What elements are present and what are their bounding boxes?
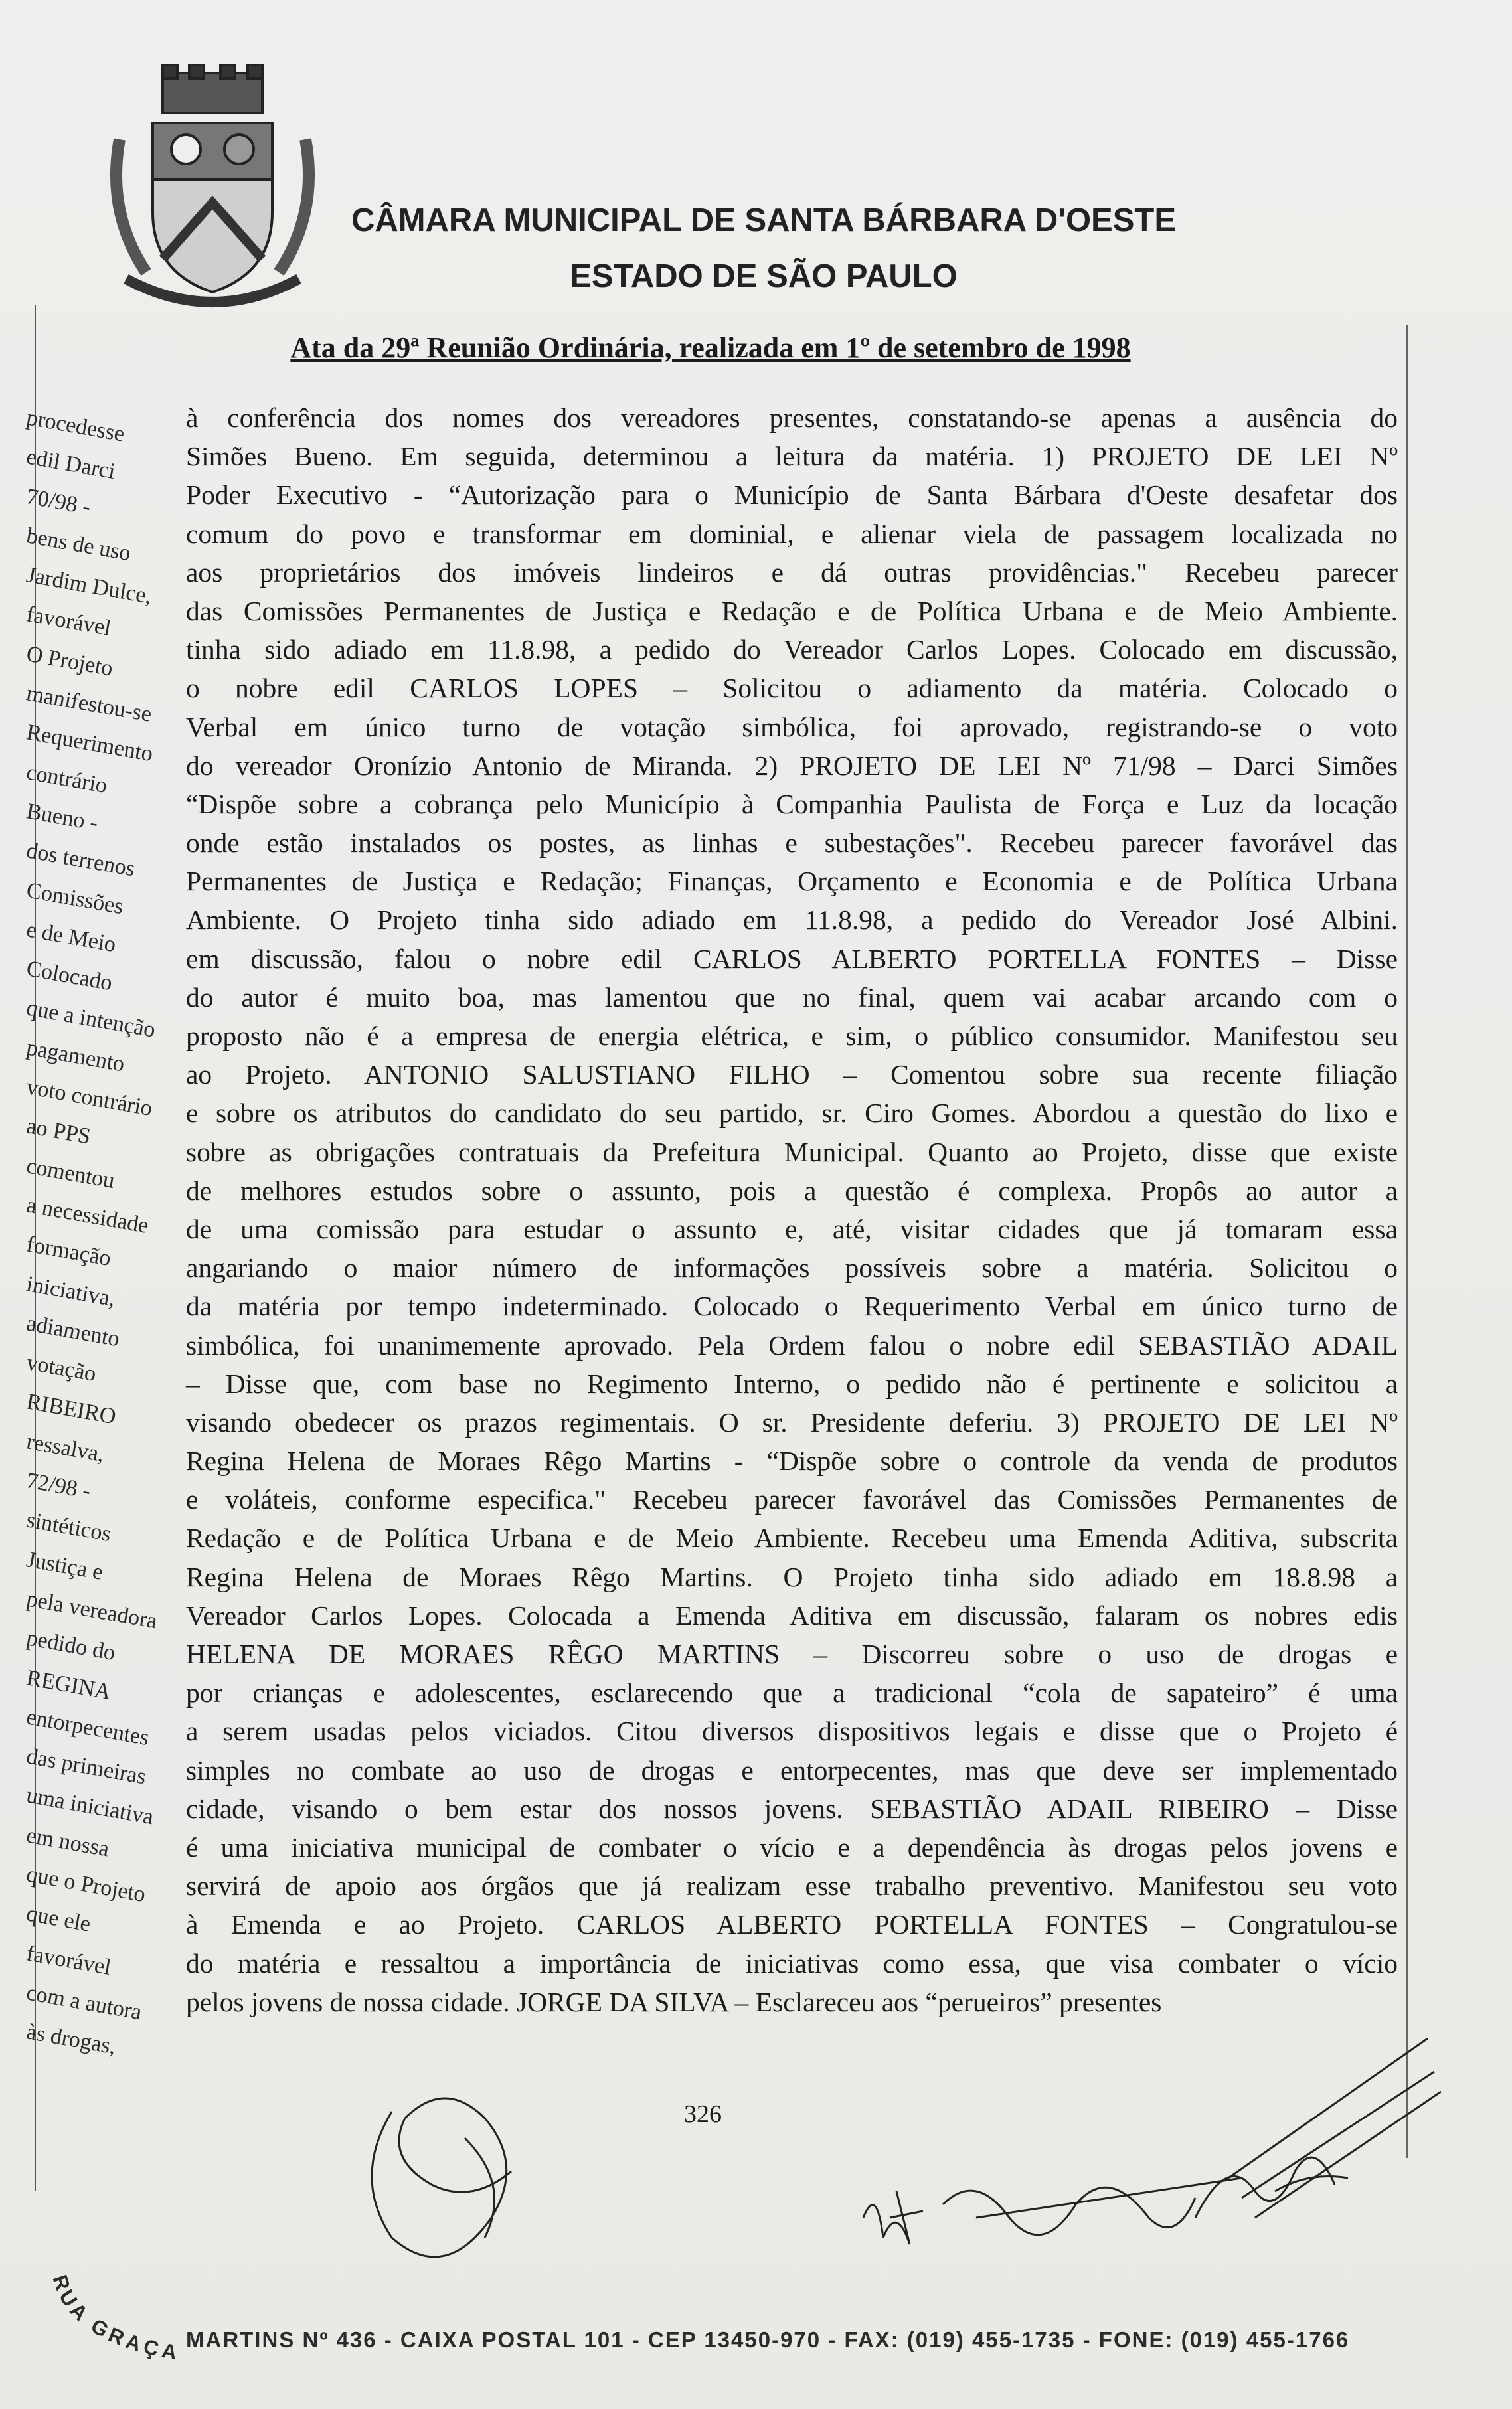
margin-word: favorável: [24, 602, 113, 641]
body-line: de uma comissão para estudar o assunto e, até, visitar cidades que já tomaram essa: [186, 1213, 1398, 1244]
margin-word: que o Projeto: [24, 1862, 147, 1908]
minutes-body: [86, 398, 1398, 2021]
body-line: em discussão, falou o nobre edil CARLOS ALBERTO PORTELLA FONTES – Disse: [186, 943, 1398, 974]
margin-word: O Projeto: [24, 641, 115, 681]
margin-word: uma iniciativa: [24, 1783, 156, 1830]
body-line: Poder Executivo - “Autorização para o Município de Santa Bárbara d'Oeste desafetar dos: [186, 479, 1398, 511]
body-line: sobre as obrigações contratuais da Prefeitura Municipal. Quanto ao Projeto, disse que existe: [186, 1136, 1398, 1167]
minutes-title: Ata da 29ª Reunião Ordinária, realizada em 1º de setembro de 1998: [290, 331, 1131, 364]
municipal-coat-of-arms-icon: [100, 60, 325, 319]
body-line: Permanentes de Justiça e Redação; Finanças, Orçamento e Economia e de Política Urbana: [186, 866, 1398, 897]
body-line: a serem usadas pelos viciados. Citou diversos dispositivos legais e disse que o Projeto é: [186, 1716, 1398, 1747]
svg-text:RUA GRAÇA: RUA GRAÇA: [48, 2272, 183, 2365]
body-line: Simões Bueno. Em seguida, determinou a leitura da matéria. 1) PROJETO DE LEI Nº: [186, 441, 1398, 472]
margin-word: Colocado: [24, 956, 114, 996]
margin-word: das primeiras: [24, 1744, 148, 1789]
body-line: onde estão instalados os postes, as linhas e subestações". Recebeu parecer favorável das: [186, 827, 1398, 859]
body-line: simbólica, foi unanimemente aprovado. Pela Ordem falou o nobre edil SEBASTIÃO ADAIL: [186, 1329, 1398, 1361]
state-name: ESTADO DE SÃO PAULO: [570, 258, 958, 294]
margin-word: Requerimento: [24, 720, 155, 767]
body-line: e voláteis, conforme especifica." Recebeu parecer favorável das Comissões Permanentes de: [186, 1484, 1398, 1515]
margin-word: e de Meio: [24, 917, 118, 957]
margin-word: manifestou-se: [24, 681, 154, 727]
body-line: pelos jovens de nossa cidade. JORGE DA SILVA – Esclareceu aos “perueiros” presentes: [186, 1986, 1162, 2017]
body-line: HELENA DE MORAES RÊGO MARTINS – Discorreu sobre o uso de drogas e: [186, 1639, 1398, 1669]
body-line: por crianças e adolescentes, esclarecendo que a tradicional “cola de sapateiro” é uma: [186, 1677, 1398, 1708]
margin-word: entorpecentes: [24, 1704, 151, 1750]
body-line: e sobre os atributos do candidato do seu partido, sr. Ciro Gomes. Abordou a questão do lixo e: [186, 1098, 1398, 1129]
margin-word: Bueno -: [24, 799, 100, 836]
margin-word: Justiça e: [24, 1546, 105, 1585]
margin-word: às drogas,: [24, 2019, 118, 2060]
body-line: Verbal em único turno de votação simbólica, foi aprovado, registrando-se o voto: [186, 711, 1398, 742]
body-line: de melhores estudos sobre o assunto, pois a questão é complexa. Propôs ao autor a: [186, 1175, 1398, 1206]
body-line: da matéria por tempo indeterminado. Colocado o Requerimento Verbal em único turno de: [186, 1291, 1398, 1322]
margin-word: voto contrário: [24, 1074, 155, 1121]
margin-word: 70/98 -: [24, 483, 93, 520]
margin-word: iniciativa,: [24, 1271, 118, 1311]
footer-address-text: MARTINS Nº 436 - CAIXA POSTAL 101 - CEP 13450-970 - FAX: (019) 455-1735 - FONE: (019) 455-1766: [186, 2327, 1350, 2352]
margin-word: formação: [24, 1232, 113, 1272]
institution-name: CÂMARA MUNICIPAL DE SANTA BÁRBARA D'OESTE: [351, 203, 1177, 238]
body-line: à Emenda e ao Projeto. CARLOS ALBERTO PORTELLA FONTES – Congratulou-se: [186, 1909, 1398, 1940]
margin-word: que a intenção: [24, 995, 157, 1043]
margin-word: dos terrenos: [24, 838, 137, 882]
margin-word: Comissões: [24, 877, 126, 919]
body-line: angariando o maior número de informações possíveis sobre a matéria. Solicitou o: [186, 1252, 1398, 1284]
margin-word: em nossa: [24, 1822, 112, 1862]
margin-word: pagamento: [24, 1035, 127, 1077]
body-line: Redação e de Política Urbana e de Meio Ambiente. Recebeu uma Emenda Aditiva, subscrita: [186, 1523, 1398, 1554]
margin-word: REGINA: [24, 1665, 113, 1704]
body-line: é uma iniciativa municipal de combater o vício e a dependência às drogas pelos jovens e: [186, 1831, 1398, 1863]
body-line: Ambiente. O Projeto tinha sido adiado em 11.8.98, a pedido do Vereador José Albini.: [186, 904, 1398, 936]
body-line: ao Projeto. ANTONIO SALUSTIANO FILHO – Comentou sobre sua recente filiação: [186, 1059, 1398, 1090]
curved-footer-text: [40, 2271, 186, 2370]
margin-word: Jardim Dulce,: [24, 562, 154, 610]
margin-word: sintéticos: [24, 1507, 113, 1547]
body-line: – Disse que, com base no Regimento Interno, o pedido não é pertinente e solicitou a: [186, 1368, 1398, 1399]
signatures: [312, 2019, 1441, 2284]
margin-word: procedesse: [24, 405, 127, 447]
body-line: Vereador Carlos Lopes. Colocada a Emenda Aditiva em discussão, falaram os nobres edis: [186, 1600, 1398, 1631]
right-border-line: [1406, 325, 1408, 2158]
margin-word: adiamento: [24, 1311, 122, 1352]
margin-word: pela vereadora: [24, 1586, 159, 1634]
body-line: do matéria e ressaltou a importância de iniciativas como essa, que visa combater o vício: [186, 1948, 1398, 1979]
margin-word: contrário: [24, 759, 110, 798]
margin-word: que ele: [24, 1901, 93, 1937]
margin-word: RIBEIRO: [24, 1389, 118, 1430]
margin-word: ressalva,: [24, 1429, 106, 1467]
body-line: “Dispõe sobre a cobrança pelo Município à Companhia Paulista de Força e Luz da locação: [186, 788, 1398, 819]
body-line: tinha sido adiado em 11.8.98, a pedido do Vereador Carlos Lopes. Colocado em discussão,: [186, 634, 1398, 665]
body-line: Regina Helena de Moraes Rêgo Martins. O Projeto tinha sido adiado em 18.8.98 a: [186, 1561, 1398, 1592]
margin-word: favorável: [24, 1940, 113, 1980]
footer-address: [40, 2271, 1501, 2377]
body-line: à conferência dos nomes dos vereadores presentes, constatando-se apenas a ausência do: [186, 402, 1398, 433]
margin-word: 72/98 -: [24, 1468, 93, 1504]
page-number: 326: [684, 2100, 722, 2128]
letterhead: [345, 193, 1182, 304]
margin-word: bens de uso: [24, 523, 133, 566]
body-line: aos proprietários dos imóveis lindeiros e dá outras providências." Recebeu parecer: [186, 556, 1398, 588]
body-line: do vereador Oronízio Antonio de Miranda. 2) PROJETO DE LEI Nº 71/98 – Darci Simões: [186, 750, 1398, 781]
body-line: comum do povo e transformar em dominial, e alienar viela de passagem localizada no: [186, 518, 1398, 549]
body-line: proposto não é a empresa de energia elétrica, e sim, o público consumidor. Manifestou seu: [186, 1021, 1398, 1051]
margin-word: ao PPS: [24, 1114, 93, 1149]
body-line: servirá de apoio aos órgãos que já realizam esse trabalho preventivo. Manifestou seu voto: [186, 1870, 1398, 1902]
margin-word: com a autora: [24, 1980, 144, 2025]
body-line: Regina Helena de Moraes Rêgo Martins - “Dispõe sobre o controle da venda de produtos: [186, 1446, 1398, 1477]
margin-word: edil Darci: [24, 444, 118, 485]
body-line: visando obedecer os prazos regimentais. O sr. Presidente deferiu. 3) PROJETO DE LEI Nº: [186, 1406, 1398, 1438]
margin-word: pedido do: [24, 1625, 118, 1666]
body-line: das Comissões Permanentes de Justiça e Redação e de Política Urbana e de Meio Ambiente.: [186, 595, 1398, 626]
margin-word: votação: [24, 1350, 98, 1387]
body-line: cidade, visando o bem estar dos nossos jovens. SEBASTIÃO ADAIL RIBEIRO – Disse: [186, 1793, 1398, 1824]
margin-word: a necessidade: [24, 1193, 151, 1238]
body-line: do autor é muito boa, mas lamentou que no final, quem vai acabar arcando com o: [186, 981, 1398, 1013]
body-line: o nobre edil CARLOS LOPES – Solicitou o adiamento da matéria. Colocado o: [186, 673, 1398, 704]
margin-word: comentou: [24, 1153, 117, 1193]
body-line: simples no combate ao uso de drogas e entorpecentes, mas que deve ser implementado: [186, 1754, 1398, 1786]
